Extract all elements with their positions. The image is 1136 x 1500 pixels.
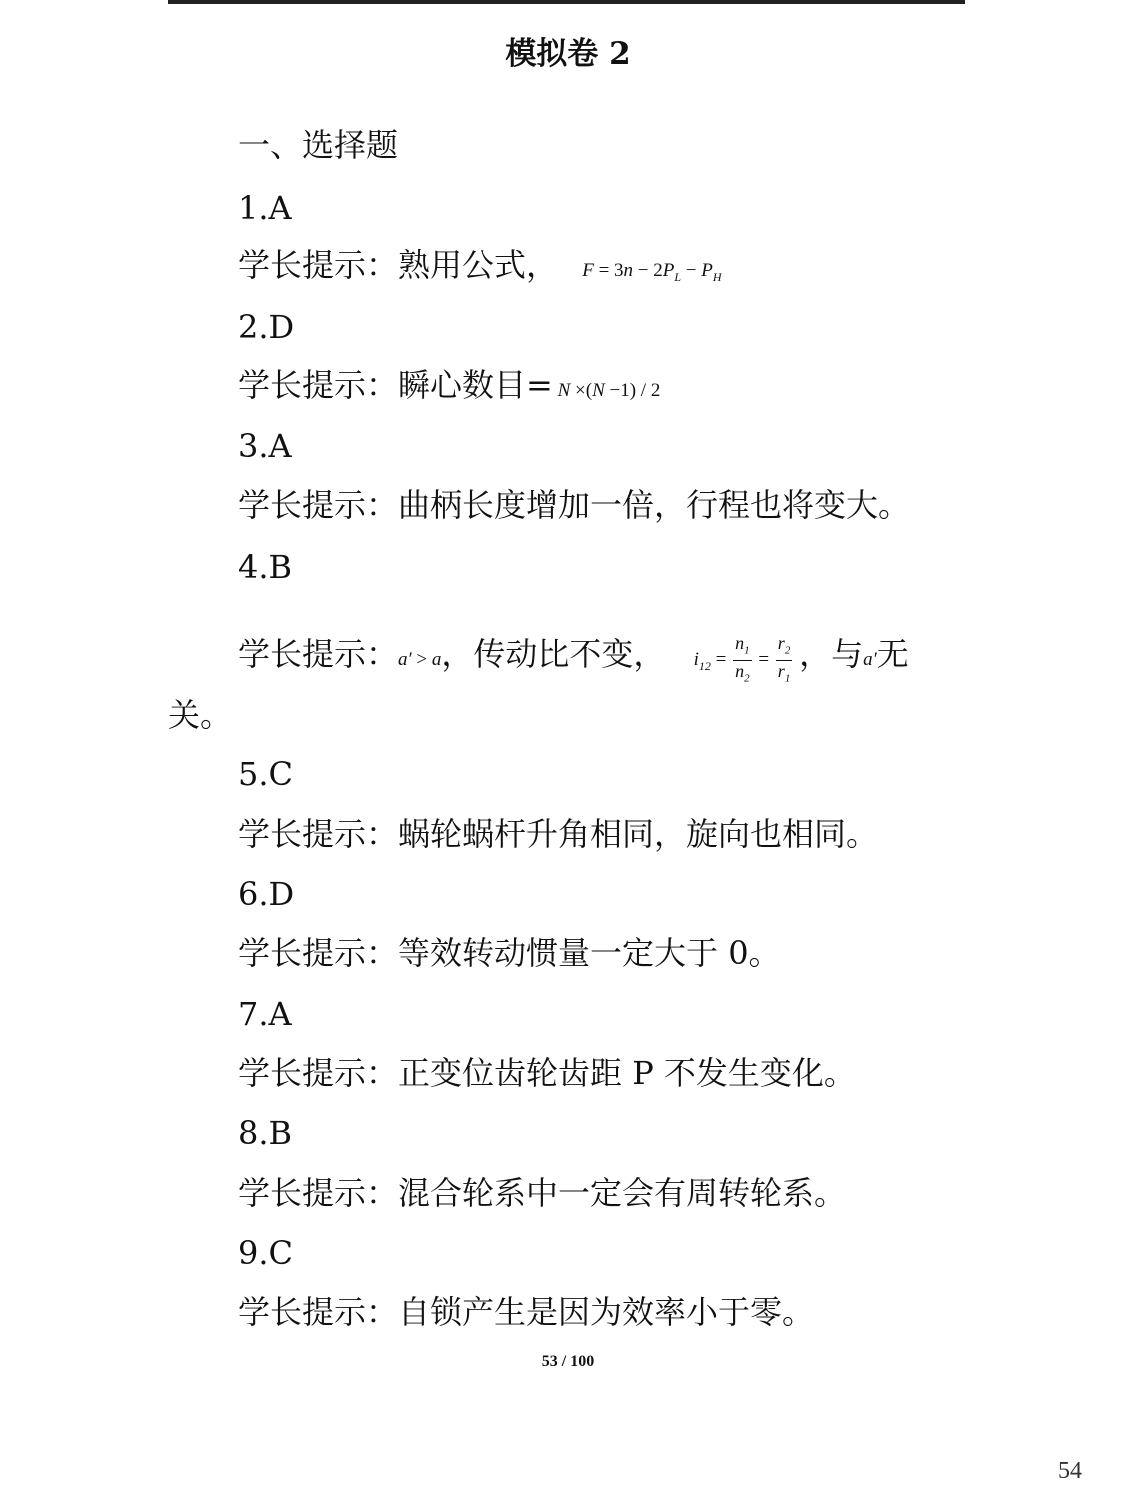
hint-6: 学长提示：等效转动惯量一定大于 0。	[238, 934, 781, 972]
viewer-page-number: 54	[1058, 1458, 1082, 1484]
answer-1: 1.A	[238, 189, 292, 227]
hint-text: 熟用公式，	[398, 246, 559, 284]
hint-8: 学长提示：混合轮系中一定会有周转轮系。	[238, 1174, 847, 1212]
answer-4: 4.B	[238, 548, 293, 586]
hint-4-continued: 关。	[168, 696, 233, 734]
instant-center-formula: N ×(N −1) / 2	[557, 380, 661, 401]
page-number-footer: 53 / 100	[541, 1353, 595, 1370]
page-title: 模拟卷 2	[505, 36, 631, 72]
answer-8: 8.B	[238, 1114, 293, 1152]
answer-2: 2.D	[238, 308, 295, 346]
top-rule	[168, 0, 965, 4]
hint-3: 学长提示：曲柄长度增加一倍，行程也将变大。	[238, 486, 911, 524]
hint-4: 学长提示：a′ > a，传动比不变， $i_{12}$ = $\frac{n_1}{n_2}$ = $\frac{r_2}{r_1}$ ，与a′无	[238, 632, 909, 685]
hint-prefix: 学长提示：	[238, 246, 399, 284]
dof-formula: $F = 3n - 2P_L - P_H$	[582, 260, 722, 284]
hint-1	[238, 243, 722, 299]
answer-9: 9.C	[238, 1234, 294, 1272]
answer-5: 5.C	[238, 755, 294, 793]
answer-3: 3.A	[238, 427, 292, 465]
hint-2: 学长提示：瞬心数目= N ×(N −1) / 2	[238, 366, 661, 404]
hint-7: 学长提示：正变位齿轮齿距 P 不发生变化。	[238, 1054, 856, 1092]
answer-6: 6.D	[238, 875, 295, 913]
ratio-formula: $i_{12}$ = $\frac{n_1}{n_2}$ = $\frac{r_2}{r_1}$	[693, 632, 791, 685]
hint-9: 学长提示：自锁产生是因为效率小于零。	[238, 1293, 815, 1331]
angle-compare: a′ > a	[398, 649, 442, 670]
answer-7: 7.A	[238, 995, 292, 1033]
section-heading: 一、选择题	[238, 126, 399, 164]
hint-5: 学长提示：蜗轮蜗杆升角相同，旋向也相同。	[238, 815, 879, 853]
